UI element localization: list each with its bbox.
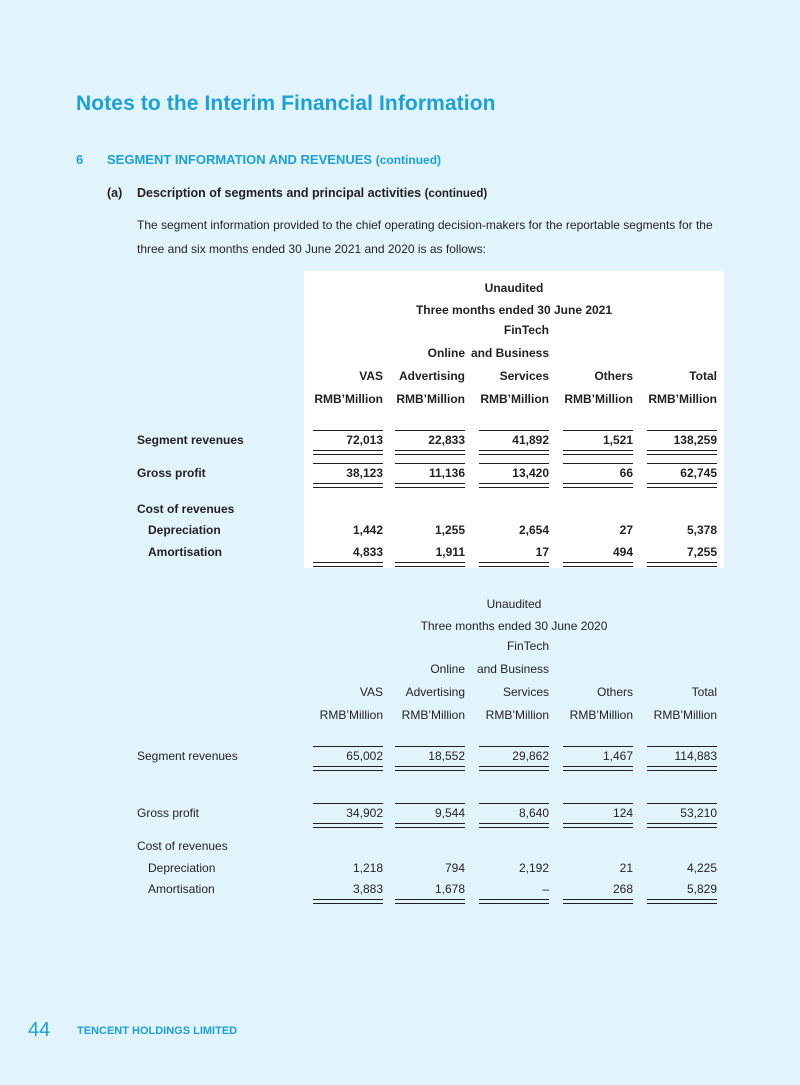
table-cell-value: 65,002 <box>346 749 383 763</box>
column-header: and Business <box>476 662 549 676</box>
double-rule <box>563 483 633 488</box>
table-status: Unaudited <box>484 281 544 295</box>
single-rule <box>479 430 549 431</box>
single-rule <box>647 463 717 464</box>
double-rule <box>563 823 633 828</box>
double-rule <box>313 823 383 828</box>
table-cell-value: 8,640 <box>518 806 549 820</box>
double-rule <box>479 899 549 904</box>
column-header: and Business <box>470 346 549 360</box>
column-header: Services <box>499 369 549 383</box>
table-cell-value: 27 <box>619 523 633 537</box>
table-cell-value: 18,552 <box>428 749 465 763</box>
column-unit: RMB’Million <box>401 708 465 722</box>
table-cell-value: 5,378 <box>686 523 717 537</box>
table-cell-value: 38,123 <box>346 466 383 480</box>
column-unit: RMB’Million <box>653 708 717 722</box>
single-rule <box>313 746 383 747</box>
column-unit: RMB’Million <box>485 708 549 722</box>
column-unit: RMB’Million <box>314 392 383 406</box>
double-rule <box>647 823 717 828</box>
double-rule <box>647 450 717 455</box>
single-rule <box>395 463 465 464</box>
table-cell-value: 17 <box>535 545 549 559</box>
table-cell-value: 11,136 <box>428 466 465 480</box>
subsection-title-text: Description of segments and principal activities <box>137 186 422 200</box>
table-row-label: Amortisation <box>148 545 223 559</box>
column-header: Online <box>430 662 465 676</box>
page-title: Notes to the Interim Financial Information <box>76 92 496 115</box>
double-rule <box>313 766 383 771</box>
table-cell-value: 9,544 <box>434 806 465 820</box>
table-cell-value: 1,255 <box>434 523 465 537</box>
single-rule <box>313 463 383 464</box>
column-header: VAS <box>359 369 383 383</box>
table-cell-value: 53,210 <box>680 806 717 820</box>
column-header: Advertising <box>405 685 465 699</box>
section-title-text: SEGMENT INFORMATION AND REVENUES <box>107 152 373 167</box>
table-cell-value: 2,192 <box>518 861 549 875</box>
table-cell-value: 21 <box>619 861 633 875</box>
double-rule <box>313 562 383 567</box>
intro-paragraph: The segment information provided to the chief operating decision-makers for the reportable segments for the three and six months ended 30 June 2021 and 2020 is as follows: <box>137 218 713 256</box>
double-rule <box>313 450 383 455</box>
column-unit: RMB’Million <box>480 392 549 406</box>
double-rule <box>395 450 465 455</box>
table-cell-value: 494 <box>612 545 633 559</box>
double-rule <box>647 483 717 488</box>
double-rule <box>479 766 549 771</box>
table-cell-value: 5,829 <box>686 882 717 896</box>
double-rule <box>395 562 465 567</box>
subsection-title <box>137 186 487 200</box>
single-rule <box>647 430 717 431</box>
column-unit: RMB’Million <box>396 392 465 406</box>
double-rule <box>479 562 549 567</box>
table-cell-value: 29,862 <box>512 749 549 763</box>
table-row-label: Cost of revenues <box>137 839 228 853</box>
table-row-label: Depreciation <box>148 861 216 875</box>
table-cell-value: 4,225 <box>686 861 717 875</box>
table-cell-value: 1,218 <box>352 861 383 875</box>
column-unit: RMB’Million <box>564 392 633 406</box>
double-rule <box>647 766 717 771</box>
single-rule <box>647 746 717 747</box>
table-cell-value: 3,883 <box>352 882 383 896</box>
column-header: Others <box>596 685 633 699</box>
table-cell-value: 124 <box>612 806 633 820</box>
double-rule <box>395 483 465 488</box>
table-cell-value: 1,678 <box>434 882 465 896</box>
single-rule <box>313 430 383 431</box>
double-rule <box>479 823 549 828</box>
double-rule <box>395 899 465 904</box>
double-rule <box>395 823 465 828</box>
table-cell-value: 1,467 <box>602 749 633 763</box>
double-rule <box>563 562 633 567</box>
table-cell-value: 4,833 <box>352 545 383 559</box>
table-cell-value: 41,892 <box>512 433 549 447</box>
subsection-continued: (continued) <box>424 188 488 200</box>
table-cell-value: 1,911 <box>435 545 465 559</box>
column-header: FinTech <box>506 639 549 653</box>
double-rule <box>563 450 633 455</box>
single-rule <box>479 803 549 804</box>
table-cell-value: 72,013 <box>346 433 383 447</box>
single-rule <box>563 746 633 747</box>
table-cell-value: 66 <box>619 466 633 480</box>
single-rule <box>395 430 465 431</box>
double-rule <box>479 450 549 455</box>
single-rule <box>313 803 383 804</box>
double-rule <box>313 899 383 904</box>
column-header: Advertising <box>398 369 465 383</box>
table-cell-value: 7,255 <box>686 545 717 559</box>
double-rule <box>563 766 633 771</box>
double-rule <box>563 899 633 904</box>
table-cell-value: 1,521 <box>602 433 633 447</box>
table-row-label: Gross profit <box>137 466 206 480</box>
double-rule <box>313 483 383 488</box>
table-cell-value: 114,883 <box>674 749 717 763</box>
table-cell-value: 1,442 <box>352 523 383 537</box>
table-row-label: Gross profit <box>137 806 200 820</box>
column-header: FinTech <box>503 323 549 337</box>
table-cell-value: 34,902 <box>346 806 383 820</box>
table-period: Three months ended 30 June 2021 <box>415 303 613 317</box>
column-header: Others <box>594 369 633 383</box>
single-rule <box>647 803 717 804</box>
section-number: 6 <box>76 152 84 167</box>
table-cell-value: – <box>542 882 549 896</box>
column-header: Online <box>427 346 465 360</box>
single-rule <box>563 463 633 464</box>
column-header: Total <box>691 685 717 699</box>
double-rule <box>479 483 549 488</box>
table-cell-value: 62,745 <box>680 466 717 480</box>
page-number: 44 <box>28 1019 51 1041</box>
table-cell-value: 2,654 <box>518 523 549 537</box>
column-unit: RMB’Million <box>319 708 383 722</box>
section-title <box>107 152 441 167</box>
table-row-label: Amortisation <box>148 882 215 896</box>
table-row-label: Depreciation <box>148 523 221 537</box>
column-unit: RMB’Million <box>569 708 633 722</box>
table-cell-value: 138,259 <box>673 433 717 447</box>
table-period: Three months ended 30 June 2020 <box>420 619 608 633</box>
table-cell-value: 268 <box>612 882 633 896</box>
double-rule <box>395 766 465 771</box>
table-cell-value: 13,420 <box>512 466 549 480</box>
table-status: Unaudited <box>486 597 542 611</box>
column-header: Total <box>689 369 717 383</box>
table-cell-value: 794 <box>444 861 465 875</box>
table-row-label: Segment revenues <box>137 433 244 447</box>
section-continued: (continued) <box>375 153 442 167</box>
column-header: Services <box>502 685 549 699</box>
single-rule <box>395 803 465 804</box>
column-unit: RMB’Million <box>648 392 717 406</box>
table-row-label: Cost of revenues <box>137 502 235 516</box>
subsection-label: (a) <box>107 186 123 200</box>
table-row-label: Segment revenues <box>137 749 238 763</box>
single-rule <box>395 746 465 747</box>
table-cell-value: 22,833 <box>428 433 465 447</box>
single-rule <box>479 463 549 464</box>
single-rule <box>479 746 549 747</box>
single-rule <box>563 803 633 804</box>
column-header: VAS <box>359 685 383 699</box>
double-rule <box>647 562 717 567</box>
double-rule <box>647 899 717 904</box>
company-name: TENCENT HOLDINGS LIMITED <box>77 1025 238 1037</box>
single-rule <box>563 430 633 431</box>
